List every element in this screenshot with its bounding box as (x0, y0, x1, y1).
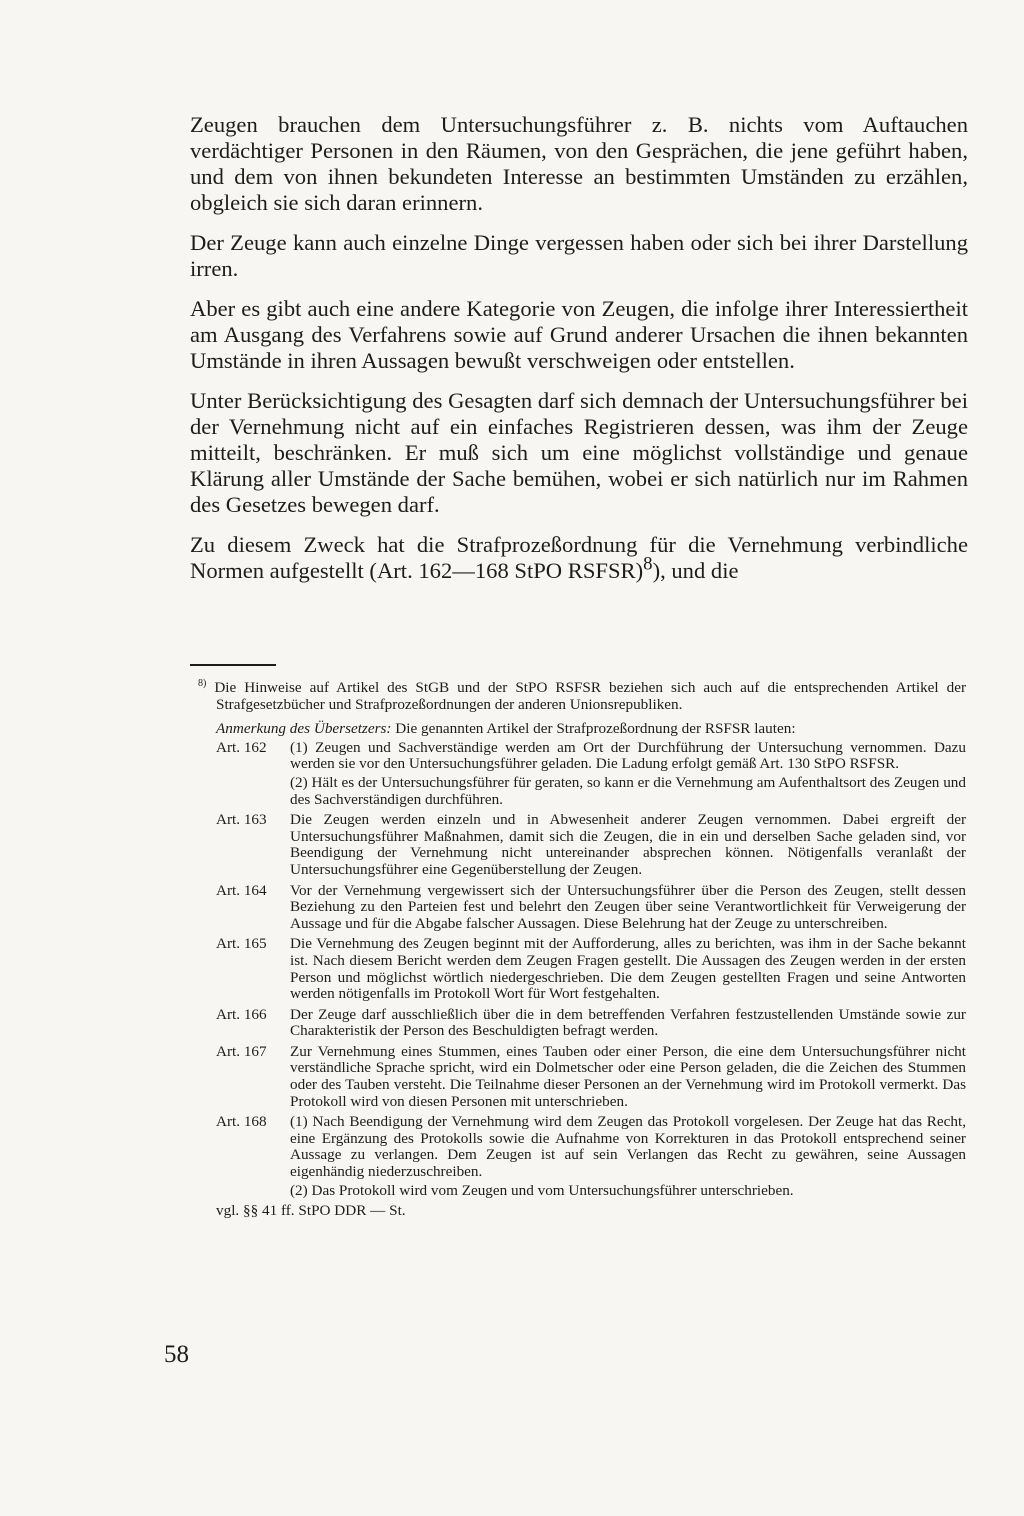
article-body (290, 812, 966, 878)
footnote-text: Die Hinweise auf Artikel des StGB und der StPO RSFSR beziehen sich auch auf die entsprechenden Artikel der Strafgesetzbücher und Strafprozeßordnungen der anderen Unionsrepubliken. (214, 679, 967, 713)
paragraph: Unter Berücksichtigung des Gesagten darf sich demnach der Untersuchungsführer bei der Vernehmung nicht auf ein einfaches Registrieren dessen, was ihm der Zeuge mitteilt, beschränken. Er muß sich um eine möglichst vollständige und genaue Klärung aller Umstände der Sache bemühen, wobei er sich natürlich nur im Rahmen des Gesetzes bewegen darf. (190, 388, 968, 517)
article-number: Art. 166 (216, 1005, 267, 1023)
article-number: Art. 162 (216, 738, 267, 756)
article-body (290, 1007, 966, 1040)
article-body (290, 883, 966, 933)
article-paragraph: Die Vernehmung des Zeugen beginnt mit der Aufforderung, alles zu berichten, was ihm in der Sache bekannt ist. Nach diesem Bericht werden dem Zeugen Fragen gestellt. Die Aussagen des Zeugen werden in der ersten Person und möglichst wörtlich niedergeschrieben. Die dem Zeugen gestellten Fragen und seine Antworten werden nötigenfalls im Protokoll Wort für Wort festgehalten. (290, 935, 966, 1003)
article-paragraph: (2) Hält es der Untersuchungsführer für geraten, so kann er die Vernehmung am Aufenthaltsort des Zeugen und des Sachverständigen durchführen. (290, 773, 966, 808)
article-165 (216, 936, 966, 1002)
footnote-8 (198, 677, 967, 713)
article-body (290, 1044, 966, 1110)
page-number: 58 (164, 1341, 189, 1368)
footnote-reference: 8 (643, 553, 653, 575)
article-163 (216, 812, 966, 878)
article-number: Art. 164 (216, 881, 267, 899)
main-text (190, 112, 968, 598)
paragraph-text-end: ), und die (652, 558, 739, 583)
article-body (290, 936, 966, 1002)
translator-remark (216, 721, 966, 738)
article-paragraph: (2) Das Protokoll wird vom Zeugen und vom Untersuchungsführer unterschrieben. (290, 1181, 794, 1199)
paragraph: Aber es gibt auch eine andere Kategorie von Zeugen, die infolge ihrer Interessiertheit am Ausgang des Verfahrens sowie auf Grund anderer Ursachen die ihnen bekannten Umstände in ihren Aussagen bewußt verschweigen oder entstellen. (190, 296, 968, 373)
article-164 (216, 883, 966, 933)
article-paragraph: (1) Nach Beendigung der Vernehmung wird dem Zeugen das Protokoll vorgelesen. Der Zeuge hat das Recht, eine Ergänzung des Protokolls sowie die Aufnahme von Korrekturen in das Protokoll entsprechend seiner Aussage zu verlangen. Dem Zeugen ist auf sein Verlangen das Recht zu gewähren, seine Aussagen eigenhändig niederzuschreiben. (290, 1113, 966, 1181)
footnotes (198, 677, 967, 1220)
article-168 (216, 1114, 966, 1199)
article-number: Art. 168 (216, 1113, 267, 1131)
article-162 (216, 740, 966, 808)
article-167 (216, 1044, 966, 1110)
article-number: Art. 167 (216, 1042, 267, 1060)
article-number: Art. 163 (216, 811, 267, 829)
article-body (290, 740, 966, 808)
footnote-divider (190, 664, 276, 666)
footnote-marker: 8) (198, 677, 207, 689)
gdr-reference: vgl. §§ 41 ff. StPO DDR — St. (216, 1202, 406, 1220)
article-body (290, 1114, 966, 1199)
article-paragraph: Der Zeuge darf ausschließlich über die in dem betreffenden Verfahren festzustellenden Umstände sowie zur Charakteristik der Person des Beschuldigten befragt werden. (290, 1005, 966, 1040)
paragraph-text: Zu diesem Zweck hat die Strafprozeßordnung für die Vernehmung verbindliche Normen aufgestellt (Art. 162—168 StPO RSFSR) (190, 532, 968, 583)
article-paragraph: Die Zeugen werden einzeln und in Abwesenheit anderer Zeugen vernommen. Dabei ergreift der Untersuchungsführer Maßnahmen, damit sich die Zeugen, die in ein und derselben Sache geladen sind, vor Beendigung der Vernehmung nicht untereinander absprechen können. Nötigenfalls veranlaßt der Untersuchungsführer eine Gegenüberstellung der Zeugen. (290, 811, 966, 878)
paragraph: Der Zeuge kann auch einzelne Dinge vergessen haben oder sich bei ihrer Darstellung irren. (190, 230, 968, 281)
article-number: Art. 165 (216, 935, 267, 953)
article-paragraph: Zur Vernehmung eines Stummen, eines Tauben oder einer Person, die eine dem Untersuchungsführer nicht verständliche Sprache spricht, wird ein Dolmetscher oder eine Person geladen, die die Zeichen des Stummen oder des Tauben versteht. Die Teilnahme dieser Personen an der Vernehmung wird im Protokoll vermerkt. Das Protokoll wird von diesen Personen mit unterschrieben. (290, 1042, 966, 1110)
remark-text: Die genannten Artikel der Strafprozeßordnung der RSFSR lauten: (395, 720, 796, 738)
article-paragraph: Vor der Vernehmung vergewissert sich der Untersuchungsführer über die Person des Zeugen, stellt dessen Beziehung zu den Parteien fest und belehrt den Zeugen über seine Verantwortlichkeit für Verweigerung der Aussage und für die Abgabe falscher Aussagen. Diese Belehrung hat der Zeuge zu unterschreiben. (290, 881, 966, 932)
article-paragraph: (1) Zeugen und Sachverständige werden am Ort der Durchführung der Untersuchung vernommen. Dazu werden sie vor den Untersuchungsführer geladen. Die Ladung erfolgt gemäß Art. 130 StPO RSFSR. (290, 738, 966, 773)
article-166 (216, 1007, 966, 1040)
paragraph-with-footnote-ref (190, 532, 968, 584)
remark-label: Anmerkung des Übersetzers: (216, 720, 392, 738)
paragraph: Zeugen brauchen dem Untersuchungsführer z. B. nichts vom Auftauchen verdächtiger Personen in den Räumen, von den Gesprächen, die jene geführt haben, und dem von ihnen bekundeten Interesse an bestimmten Umständen zu erzählen, obgleich sie sich daran erinnern. (190, 112, 968, 215)
